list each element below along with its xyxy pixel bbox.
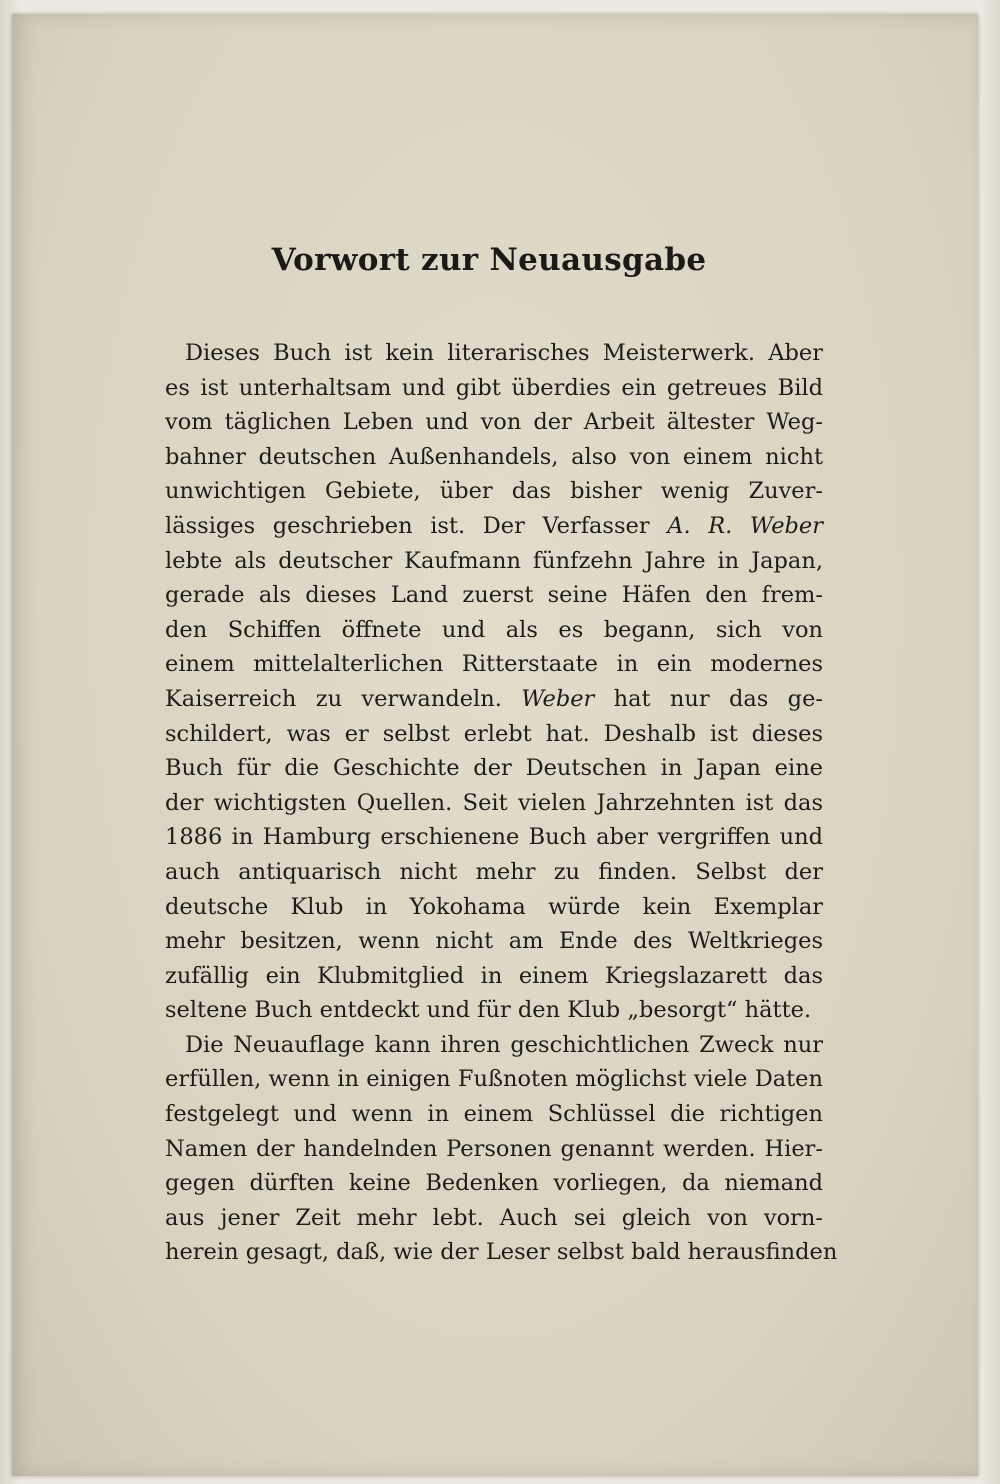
text-line: Namen der handelnden Personen genannt werden. Hier- <box>165 1135 823 1162</box>
text-segment: Kaiserreich zu verwandeln. <box>165 685 502 712</box>
text-line <box>165 682 823 717</box>
text-line: gegen dürften keine Bedenken vorliegen, da niemand <box>165 1170 823 1197</box>
text-line: Die Neuauflage kann ihren geschichtlichen Zweck nur <box>185 1031 823 1058</box>
text-line: den Schiffen öffnete und als es begann, sich von <box>165 616 823 643</box>
text-segment: hat nur das ge- <box>613 685 823 712</box>
text-line <box>165 509 823 544</box>
text-line: bahner deutschen Außenhandels, also von einem nicht <box>165 443 823 470</box>
text-line: festgelegt und wenn in einem Schlüssel die richtigen <box>165 1101 823 1128</box>
text-segment: lässiges geschrieben ist. Der Verfasser <box>165 512 650 539</box>
text-line: Buch für die Geschichte der Deutschen in Japan eine <box>165 755 823 782</box>
body-text <box>165 336 838 1270</box>
text-line: unwichtigen Gebiete, über das bisher wenig Zuver- <box>165 478 823 505</box>
text-line: 1886 in Hamburg erschienene Buch aber vergriffen und <box>165 824 823 851</box>
text-line: einem mittelalterlichen Ritterstaate in ein modernes <box>165 651 823 678</box>
text-line: aus jener Zeit mehr lebt. Auch sei gleich von vorn- <box>165 1204 823 1231</box>
text-line: seltene Buch entdeckt und für den Klub „besorgt“ hätte. <box>165 997 812 1024</box>
text-line: gerade als dieses Land zuerst seine Häfen den frem- <box>165 582 823 609</box>
author-name: A. R. Weber <box>667 512 823 539</box>
text-line: es ist unterhaltsam und gibt überdies ein getreues Bild <box>165 374 823 401</box>
text-line: zufällig ein Klubmitglied in einem Kriegslazarett das <box>165 962 823 989</box>
text-line: lebte als deutscher Kaufmann fünfzehn Jahre in Japan, <box>165 547 823 574</box>
text-line: schildert, was er selbst erlebt hat. Deshalb ist dieses <box>165 720 823 747</box>
text-line: vom täglichen Leben und von der Arbeit ältester Weg- <box>165 409 823 436</box>
book-page <box>12 14 978 1476</box>
text-line: Dieses Buch ist kein literarisches Meisterwerk. Aber <box>185 340 823 366</box>
text-line: erfüllen, wenn in einigen Fußnoten möglichst viele Daten <box>165 1066 823 1093</box>
text-line: der wichtigsten Quellen. Seit vielen Jahrzehnten ist das <box>165 789 823 816</box>
text-line: herein gesagt, daß, wie der Leser selbst bald herausfinden <box>165 1239 838 1266</box>
page-title: Vorwort zur Neuausgabe <box>271 242 707 278</box>
text-line: mehr besitzen, wenn nicht am Ende des Weltkrieges <box>165 928 823 955</box>
text-line: deutsche Klub in Yokohama würde kein Exemplar <box>165 893 823 920</box>
author-name: Weber <box>521 685 595 712</box>
text-line: auch antiquarisch nicht mehr zu finden. Selbst der <box>165 858 823 885</box>
